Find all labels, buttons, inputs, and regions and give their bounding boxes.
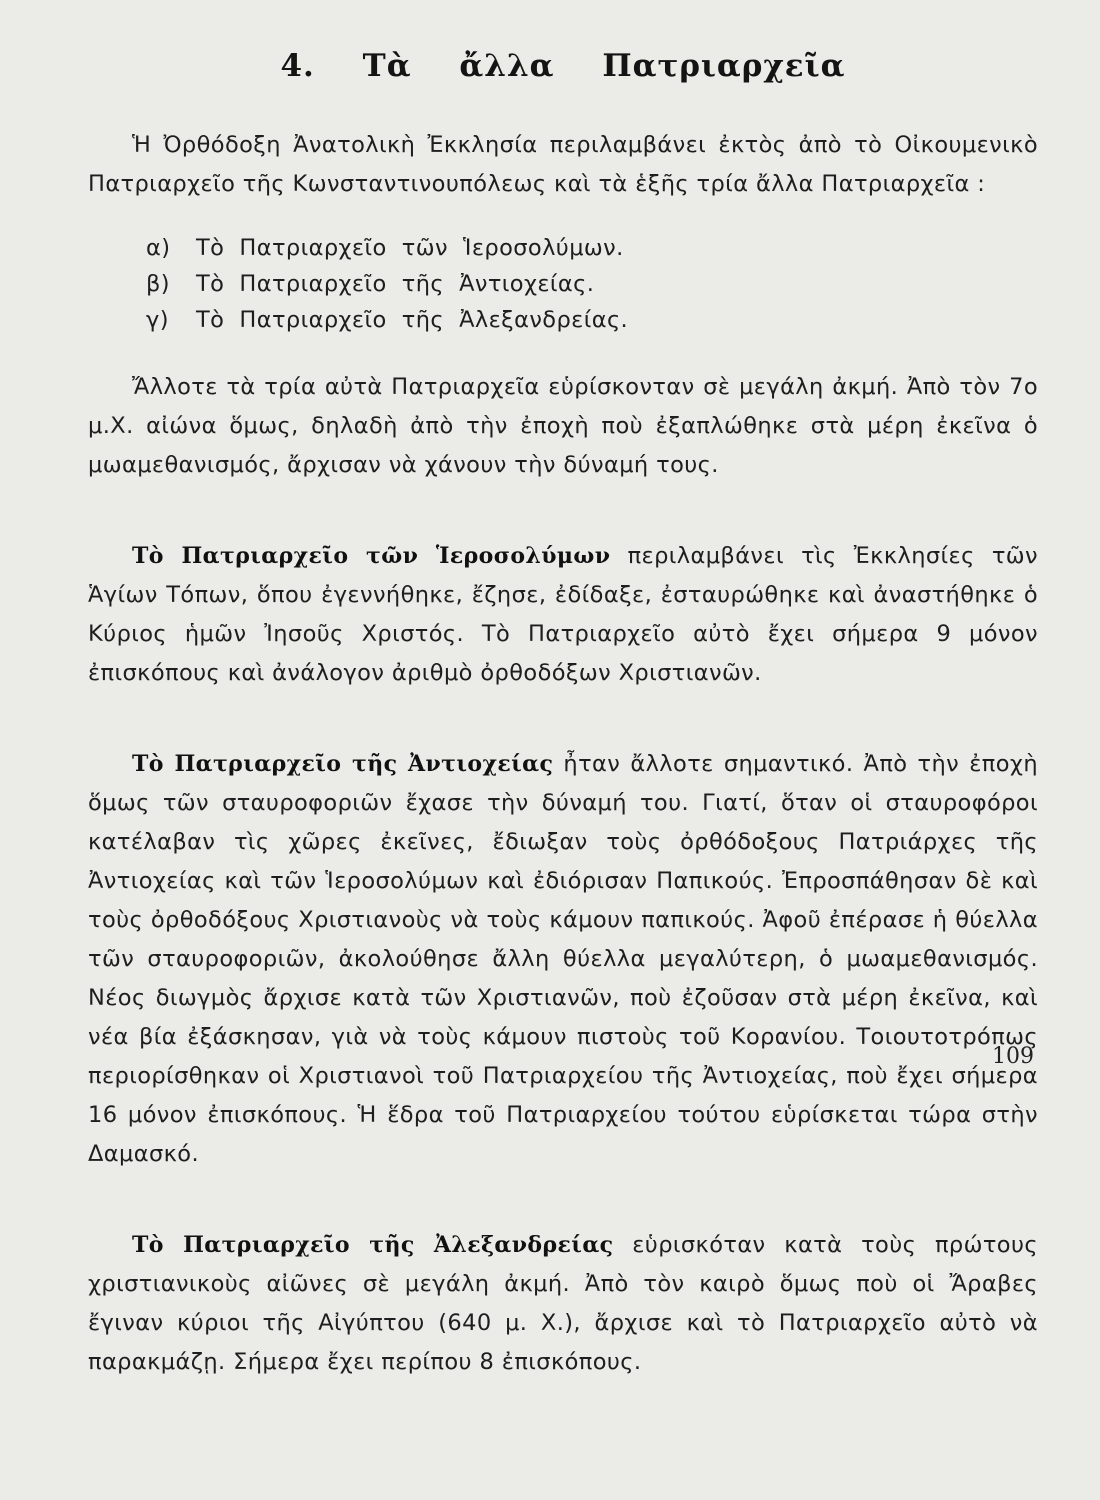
alexandria-paragraph xyxy=(88,1226,1038,1382)
antioch-text: ἦταν ἄλλοτε σημαντικό. Ἀπὸ τὴν ἐποχὴ ὅμως τῶν σταυροφοριῶν ἔχασε τὴν δύναμή του. Γιατί, ὅταν οἱ σταυροφόροι κατέλαβαν τὶς χῶρες ἐκεῖνες, ἔδιωξαν τοὺς ὀρθόδοξους Πατριάρχες τῆς Ἀντιοχείας καὶ τῶν Ἱεροσολύμων καὶ ἐδιόρισαν Παπικούς. Ἐπροσπάθησαν δὲ καὶ τοὺς ὀρθοδόξους Χριστιανοὺς νὰ τοὺς κάμουν παπικούς. Ἀφοῦ ἐπέρασε ἡ θύελλα τῶν σταυροφοριῶν, ἀκολούθησε ἄλλη θύελλα μεγαλύτερη, ὁ μωαμεθανισμός. Νέος διωγμὸς ἄρχισε κατὰ τῶν Χριστιανῶν, ποὺ ἐζοῦσαν στὰ μέρη ἐκεῖνα, καὶ νέα βία ἐξάσκησαν, γιὰ νὰ τοὺς κάμουν πιστοὺς τοῦ Κορανίου. Τοιουτοτρόπως περιορίσθηκαν οἱ Χριστιανοὶ τοῦ Πατριαρχείου τῆς Ἀντιοχείας, ποὺ ἔχει σήμερα 16 μόνον ἐπισκόπους. Ἡ ἕδρα τοῦ Πατριαρχείου τούτου εὑρίσκεται τώρα στὴν Δαμασκό. xyxy=(88,751,1038,1167)
list-item-text: Τὸ Πατριαρχεῖο τῆς Ἀλεξανδρείας. xyxy=(196,307,629,333)
list-marker: α) xyxy=(146,235,171,261)
paragraph-spacer xyxy=(88,693,1038,745)
list-marker: β) xyxy=(146,271,170,297)
list-item-text: Τὸ Πατριαρχεῖο τῶν Ἱεροσολύμων. xyxy=(196,235,624,261)
intro-paragraph: Ἡ Ὀρθόδοξη Ἀνατολικὴ Ἐκκλησία περιλαμβάνει ἐκτὸς ἀπὸ τὸ Οἰκουμενικὸ Πατριαρχεῖο τῆς Κωνσταντινουπόλεως καὶ τὰ ἑξῆς τρία ἄλλα Πατριαρχεῖα : xyxy=(88,132,1038,197)
list-item xyxy=(146,266,1038,302)
alexandria-text: εὑρισκόταν κατὰ τοὺς πρώτους χριστιανικοὺς αἰῶνες σὲ μεγάλη ἀκμή. Ἀπὸ τὸν καιρὸ ὅμως ποὺ οἱ Ἄραβες ἔγιναν κύριοι τῆς Αἰγύπτου (640 μ. Χ.), ἄρχισε καὶ τὸ Πατριαρχεῖο αὐτὸ νὰ παρακμάζῃ. Σήμερα ἔχει περίπου 8 ἐπισκόπους. xyxy=(88,1232,1038,1375)
page-number: 109 xyxy=(992,1044,1034,1069)
jerusalem-paragraph xyxy=(88,537,1038,693)
jerusalem-heading: Τὸ Πατριαρχεῖο τῶν Ἱεροσολύμων xyxy=(132,543,611,569)
history-paragraph: Ἄλλοτε τὰ τρία αὐτὰ Πατριαρχεῖα εὑρίσκονταν σὲ μεγάλη ἀκμή. Ἀπὸ τὸν 7ο μ.Χ. αἰώνα ὅμως, δηλαδὴ ἀπὸ τὴν ἐποχὴ ποὺ ἐξαπλώθηκε στὰ μέρη ἐκεῖνα ὁ μωαμεθανισμός, ἄρχισαν νὰ χάνουν τὴν δύναμή τους. xyxy=(88,374,1038,478)
chapter-title: 4. Τὰ ἄλλα Πατριαρχεῖα xyxy=(280,48,846,84)
list-marker: γ) xyxy=(146,307,169,333)
list-item-text: Τὸ Πατριαρχεῖο τῆς Ἀντιοχείας. xyxy=(196,271,595,297)
paragraph-spacer xyxy=(88,485,1038,537)
alexandria-heading: Τὸ Πατριαρχεῖο τῆς Ἀλεξανδρείας xyxy=(132,1232,614,1258)
antioch-heading: Τὸ Πατριαρχεῖο τῆς Ἀντιοχείας xyxy=(132,751,554,777)
list-item xyxy=(146,230,1038,266)
list-item xyxy=(146,302,1038,338)
antioch-paragraph xyxy=(88,745,1038,1174)
paragraph-spacer xyxy=(88,1174,1038,1226)
jerusalem-text: περιλαμβάνει τὶς Ἐκκλησίες τῶν Ἁγίων Τόπων, ὅπου ἐγεννήθηκε, ἔζησε, ἐδίδαξε, ἐσταυρώθηκε καὶ ἀναστήθηκε ὁ Κύριος ἡμῶν Ἰησοῦς Χριστός. Τὸ Πατριαρχεῖο αὐτὸ ἔχει σήμερα 9 μόνον ἐπισκόπους καὶ ἀνάλογον ἀριθμὸ ὀρθοδόξων Χριστιανῶν. xyxy=(88,543,1039,686)
patriarchates-list xyxy=(88,230,1038,338)
